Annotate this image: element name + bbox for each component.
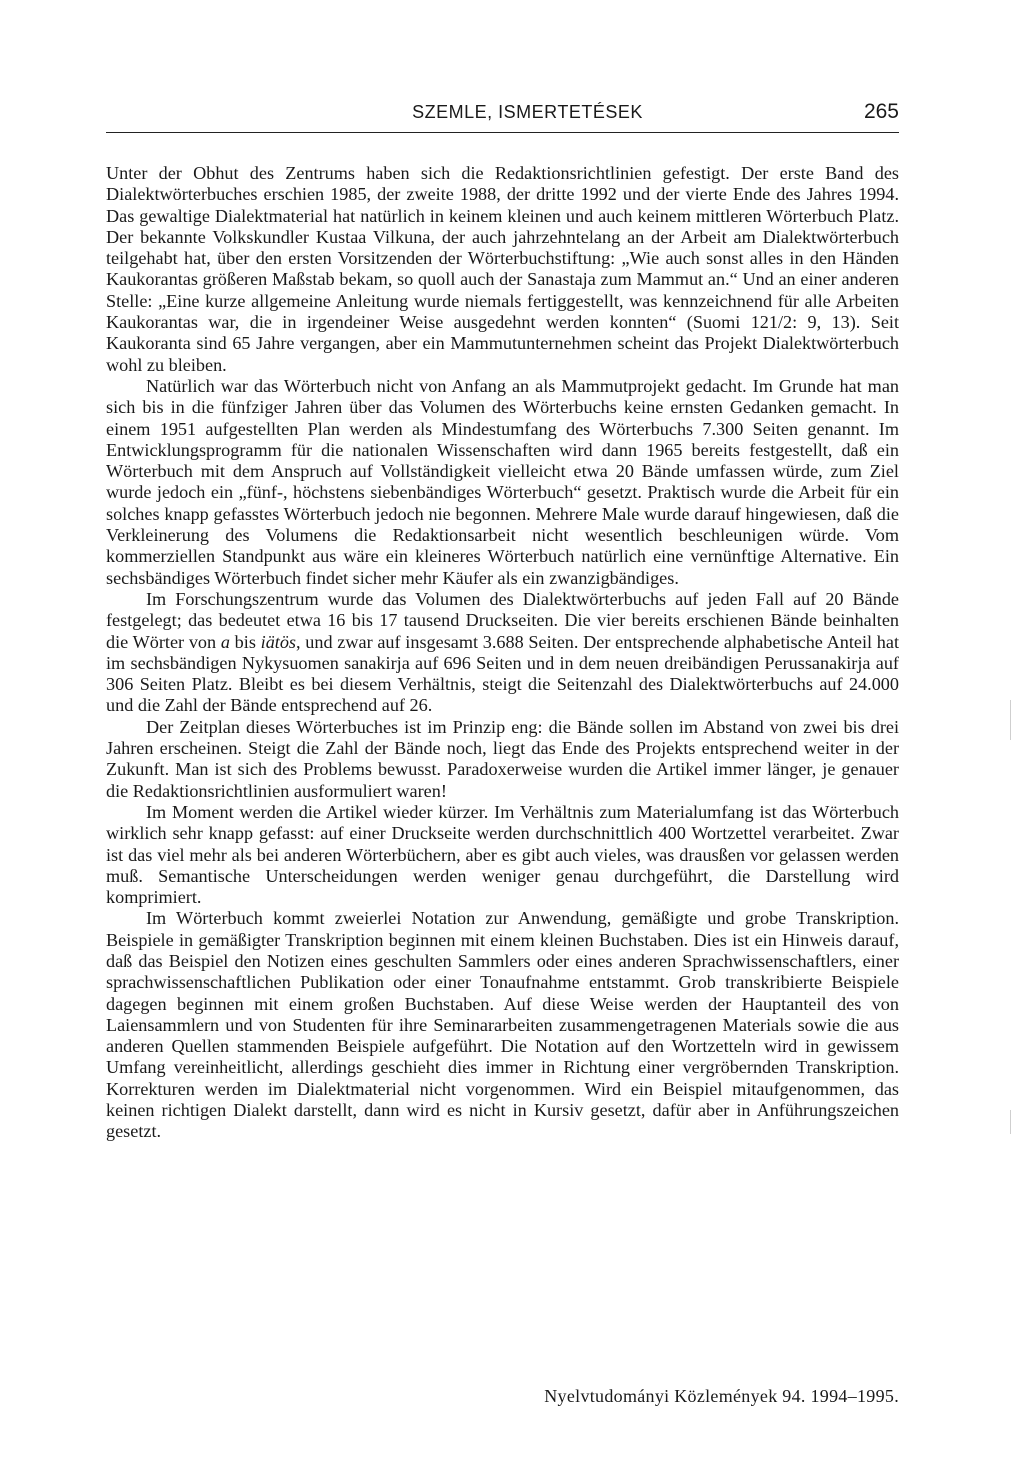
paragraph-text: Unter der Obhut des Zentrums haben sich die Redaktionsrichtlinien gefestigt. Der erste Band des Dialektwörterbuches erschien 1985, der zweite 1988, der dritte 1992 und der vierte Ende des Jahres 1994. Das gewaltige Dialektmaterial hat natürlich in keinem kleinen und auch keinem mittleren Wörterbuch Platz. Der bekannte Volkskundler Kustaa Vilkuna, der auch jahrzehntelang an der Arbeit am Dialektwörterbuch teilgehabt hat, über den ersten Vorsitzenden der Wörterbuchstiftung: „Wie auch sonst alles in den Händen Kaukorantas größeren Maßstab bekam, so quoll auch der Sanastaja zum Mammut an.“ Und an einer anderen Stelle: „Eine kurze allgemeine Anleitung wurde niemals fertiggestellt, was kennzeichnend für alle Arbeiten Kaukorantas war, die in irgendeiner Weise ausgedehnt werden konnten“ (Suomi 121/2: 9, 13). Seit Kaukoranta sind 65 Jahre vergangen, aber ein Mammutunternehmen scheint das Projekt Dialektwörterbuch wohl zu bleiben. — [106, 163, 899, 375]
body-paragraph — [106, 589, 899, 717]
journal-footer: Nyelvtudományi Közlemények 94. 1994–1995. — [544, 1386, 899, 1406]
paragraph-text: Der Zeitplan dieses Wörterbuches ist im Prinzip eng: die Bände sollen im Abstand von zwei bis drei Jahren erscheinen. Steigt die Zahl der Bände noch, liegt das Ende des Projekts entsprechend weiter in der Zukunft. Man ist sich des Problems bewusst. Paradoxerweise wurden die Artikel immer länger, je genauer die Redaktionsrichtlinien ausformuliert waren! — [106, 716, 899, 801]
body-paragraph — [106, 717, 899, 802]
italic-term: iätös — [260, 631, 297, 652]
italic-term: a — [220, 631, 230, 652]
paragraph-text: Im Moment werden die Artikel wieder kürzer. Im Verhältnis zum Materialumfang ist das Wörterbuch wirklich sehr knapp gefasst: auf einer Druckseite werden durchschnittlich 400 Wortzettel verarbeitet. Zwar ist das viel mehr als bei anderen Wörterbüchern, aber es gibt auch vieles, was drausßen vor gelassen werden muß. Semantische Unterscheidungen werden weniger genau durchgeführt, die Darstellung wird komprimiert. — [106, 801, 899, 908]
paragraph-text: bis — [229, 631, 261, 652]
paragraph-text: Im Forschungszentrum wurde das Volumen des Dialektwörterbuchs auf jeden Fall auf 20 Bände festgelegt; das bedeutet etwa 16 bis 17 tausend Druckseiten. Die vier bereits erschienen Bände beinhalten die Wörter von — [106, 588, 899, 652]
body-paragraph — [106, 908, 899, 1142]
paragraph-text: , und zwar auf insgesamt 3.688 Seiten. Der entsprechende alphabetische Anteil hat im sechsbändigen Nykysuomen sanakirja auf 696 Seiten und in dem neuen dreibändigen Perussanakirja auf 306 Seiten Platz. Bleibt es bei diesem Verhältnis, steigt die Seitenzahl des Dialektwörterbuchs auf 24.000 und die Zahl der Bände entsprechend auf 26. — [106, 631, 899, 716]
scan-edge-mark — [1010, 1110, 1011, 1134]
running-head — [106, 96, 899, 133]
body-paragraph — [106, 802, 899, 908]
paragraph-text: Im Wörterbuch kommt zweierlei Notation zur Anwendung, gemäßigte und grobe Transkription. Beispiele in gemäßigter Transkription beginnen mit einem kleinen Buchstaben. Dies ist ein Hinweis darauf, daß das Beispiel den Notizen eines geschulten Sammlers oder eines anderen Sprachwissenschaftlers, einer sprachwissenschaftlichen Publikation oder einer Tonaufnahme entstammt. Grob transkribierte Beispiele dagegen beginnen mit einem großen Buchstaben. Auf diese Weise werden der Hauptanteil des von Laiensammlern und von Studenten für ihre Seminararbeiten zusammengetragenen Materials sowie die aus anderen Quellen stammenden Beispiele aufgeführt. Die Notation auf den Wortzetteln wird in gewissem Umfang vereinheitlicht, allerdings geschieht dies immer in Richtung einer vergröbernden Transkription. Korrekturen werden im Dialektmaterial nicht vorgenommen. Wird ein Beispiel mitaufgenommen, das keinen richtigen Dialekt darstellt, dann wird es nicht in Kursiv gesetzt, dafür aber in Anführungszeichen gesetzt. — [106, 908, 899, 1142]
running-title: SZEMLE, ISMERTETÉSEK — [412, 102, 643, 122]
body-paragraph — [106, 376, 899, 589]
body-text — [106, 163, 899, 1143]
document-page — [106, 96, 899, 1406]
body-paragraph — [106, 163, 899, 376]
paragraph-text: Natürlich war das Wörterbuch nicht von Anfang an als Mammutprojekt gedacht. Im Grunde hat man sich bis in die fünfziger Jahren über das Volumen des Wörterbuchs keine ernsten Gedanken gemacht. In einem 1951 aufgestellten Plan werden als Mindestumfang des Wörterbuchs 7.300 Seiten genannt. Im Entwicklungsprogramm für die nationalen Wissenschaften wird dann 1965 bereits festgestellt, daß ein Wörterbuch mit dem Anspruch auf Vollständigkeit vielleicht etwa 20 Bände umfassen würde, zum Ziel wurde jedoch ein „fünf-, höchstens siebenbändiges Wörterbuch“ gesetzt. Praktisch wurde die Arbeit für ein solches knapp gefasstes Wörterbuch jedoch nie begonnen. Mehrere Male wurde darauf hingewiesen, daß die Verkleinerung des Volumens die Redaktionsarbeit nicht wesentlich beschleunigen würde. Vom kommerziellen Standpunkt aus wäre ein kleineres Wörterbuch natürlich eine vernünftige Alternative. Ein sechsbändiges Wörterbuch findet sicher mehr Käufer als ein zwanzigbändiges. — [106, 375, 899, 588]
page-number: 265 — [863, 100, 899, 123]
scan-edge-mark — [1010, 700, 1011, 740]
